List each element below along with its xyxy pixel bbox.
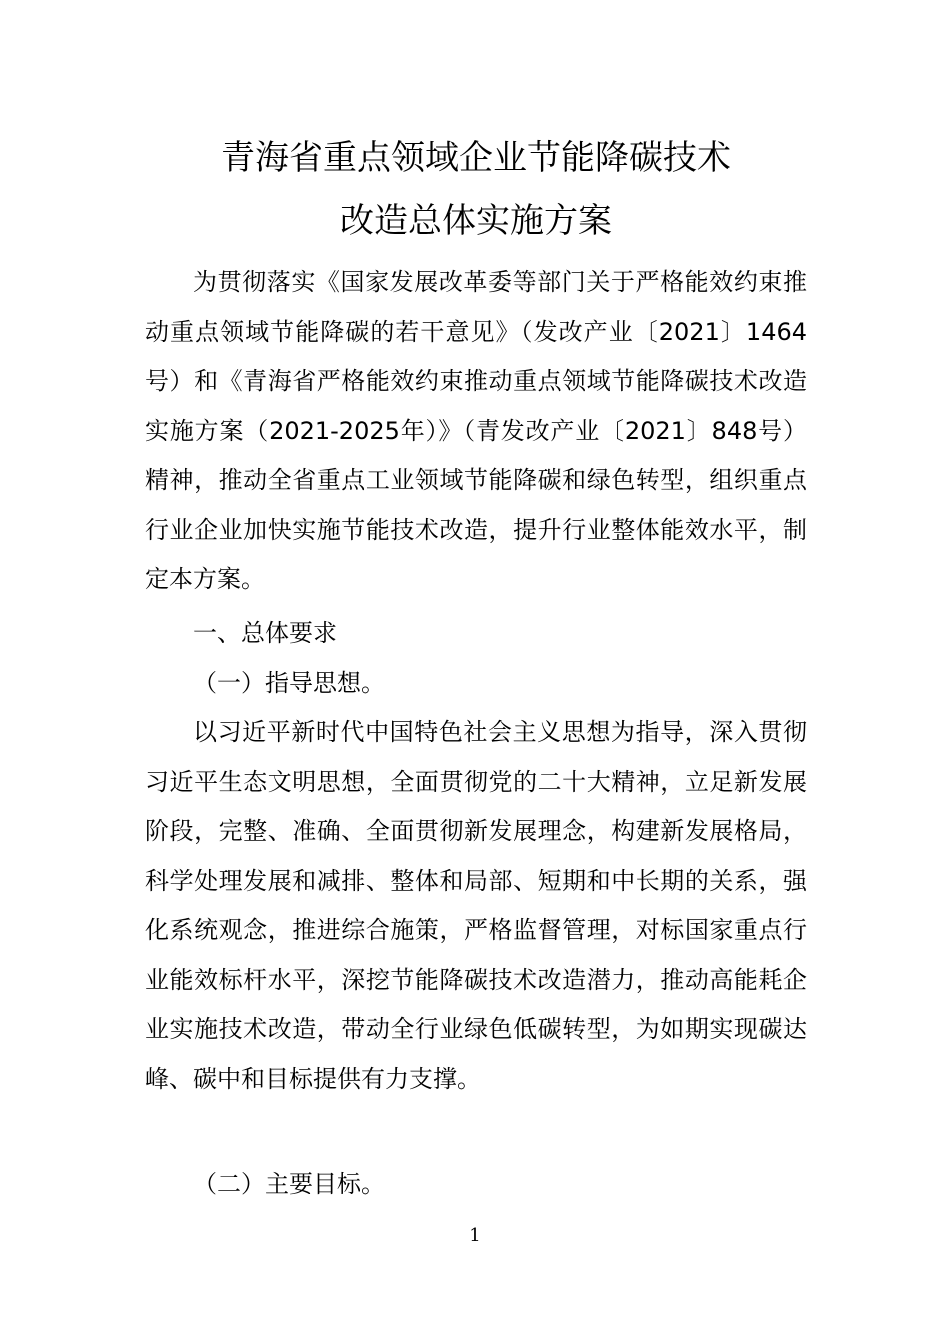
guiding-ideology-paragraph: 以习近平新时代中国特色社会主义思想为指导，深入贯彻习近平生态文明思想，全面贯彻党的二十大精神，立足新发展阶段，完整、准确、全面贯彻新发展理念，构建新发展格局，科学处理发展和减排、整体和局部、短期和中长期的关系，强化系统观念，推进综合施策，严格监督管理，对标国家重点行业能效标杆水平，深挖节能降碳技术改造潜力，推动高能耗企业实施技术改造，带动全行业绿色低碳转型，为如期实现碳达峰、碳中和目标提供有力支撑。 xyxy=(145,718,807,1093)
page-number: 1 xyxy=(469,1225,481,1246)
intro-paragraph: 为贯彻落实《国家发展改革委等部门关于严格能效约束推动重点领域节能降碳的若干意见》（发改产业〔2021〕1464号）和《青海省严格能效约束推动重点领域节能降碳技术改造实施方案（2021-2025年）》（青发改产业〔2021〕848号）精神，推动全省重点工业领域节能降碳和绿色转型，组织重点行业企业加快实施节能技术改造，提升行业整体能效水平，制定本方案。 xyxy=(145,268,807,593)
section-heading-overall-requirements: 一、总体要求 xyxy=(193,619,337,647)
subsection-heading-main-goals: （二）主要目标。 xyxy=(193,1170,385,1198)
document-title-line-1: 青海省重点领域企业节能降碳技术 xyxy=(221,138,731,178)
subsection-heading-guiding-ideology: （一）指导思想。 xyxy=(193,669,385,697)
document-title-line-2: 改造总体实施方案 xyxy=(340,201,612,241)
